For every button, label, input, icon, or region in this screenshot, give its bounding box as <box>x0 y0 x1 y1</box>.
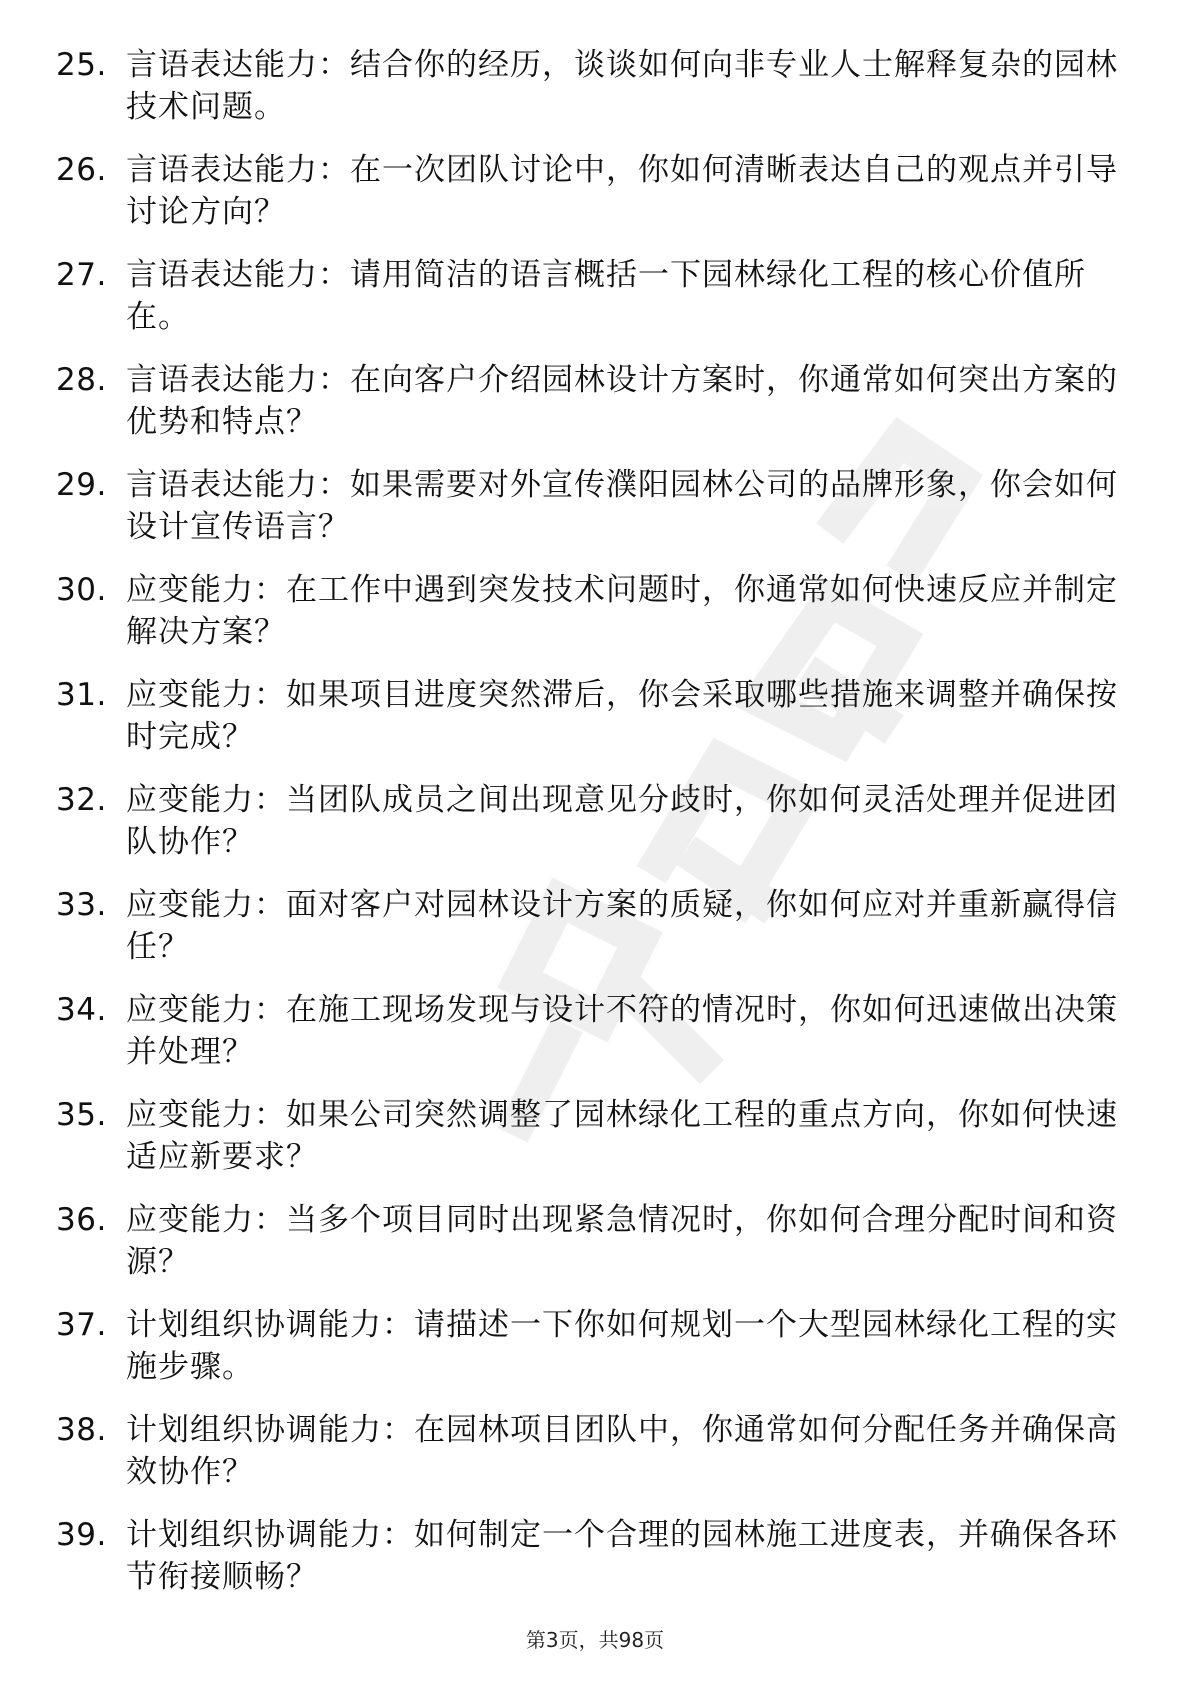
question-number: 27. <box>56 257 107 293</box>
question-number: 25. <box>56 47 107 83</box>
question-item <box>56 1409 1118 1514</box>
question-item <box>56 1199 1118 1304</box>
question-item <box>56 1094 1118 1199</box>
question-text: 计划组织协调能力：在园林项目团队中，你通常如何分配任务并确保高效协作？ <box>126 1412 1118 1490</box>
question-number: 30. <box>56 572 107 608</box>
question-item <box>56 569 1118 674</box>
question-number: 28. <box>56 362 107 398</box>
question-item <box>56 359 1118 464</box>
question-text: 应变能力：当多个项目同时出现紧急情况时，你如何合理分配时间和资源？ <box>126 1202 1118 1280</box>
question-number: 29. <box>56 467 107 503</box>
question-number: 34. <box>56 992 107 1028</box>
question-number: 33. <box>56 887 107 923</box>
question-text: 应变能力：在工作中遇到突发技术问题时，你通常如何快速反应并制定解决方案？ <box>126 572 1118 650</box>
question-number: 26. <box>56 152 107 188</box>
question-item <box>56 1304 1118 1409</box>
question-item <box>56 674 1118 779</box>
question-item <box>56 44 1118 149</box>
question-item <box>56 1514 1118 1619</box>
question-number: 32. <box>56 782 107 818</box>
question-text: 言语表达能力：在一次团队讨论中，你如何清晰表达自己的观点并引导讨论方向？ <box>126 152 1118 230</box>
question-number: 35. <box>56 1097 107 1133</box>
question-number: 37. <box>56 1307 107 1343</box>
question-number: 38. <box>56 1412 107 1448</box>
question-text: 计划组织协调能力：请描述一下你如何规划一个大型园林绿化工程的实施步骤。 <box>126 1307 1118 1385</box>
question-number: 36. <box>56 1202 107 1238</box>
question-item <box>56 884 1118 989</box>
question-text: 计划组织协调能力：如何制定一个合理的园林施工进度表，并确保各环节衔接顺畅？ <box>126 1517 1118 1595</box>
question-text: 言语表达能力：请用简洁的语言概括一下园林绿化工程的核心价值所在。 <box>126 257 1086 335</box>
question-item <box>56 989 1118 1094</box>
question-item <box>56 464 1118 569</box>
question-text: 应变能力：当团队成员之间出现意见分歧时，你如何灵活处理并促进团队协作？ <box>126 782 1118 860</box>
question-text: 应变能力：如果公司突然调整了园林绿化工程的重点方向，你如何快速适应新要求？ <box>126 1097 1118 1175</box>
page-number-label: 第3页，共98页 <box>525 1628 665 1652</box>
question-list <box>56 44 1118 1619</box>
question-number: 31. <box>56 677 107 713</box>
question-text: 言语表达能力：结合你的经历，谈谈如何向非专业人士解释复杂的园林技术问题。 <box>126 47 1118 125</box>
question-text: 言语表达能力：如果需要对外宣传濮阳园林公司的品牌形象，你会如何设计宣传语言？ <box>126 467 1118 545</box>
question-number: 39. <box>56 1517 107 1553</box>
question-text: 应变能力：面对客户对园林设计方案的质疑，你如何应对并重新赢得信任？ <box>126 887 1118 965</box>
question-item <box>56 254 1118 359</box>
question-item <box>56 149 1118 254</box>
question-text: 应变能力：在施工现场发现与设计不符的情况时，你如何迅速做出决策并处理？ <box>126 992 1118 1070</box>
question-text: 应变能力：如果项目进度突然滞后，你会采取哪些措施来调整并确保按时完成？ <box>126 677 1118 755</box>
question-text: 言语表达能力：在向客户介绍园林设计方案时，你通常如何突出方案的优势和特点？ <box>126 362 1118 440</box>
page-footer <box>0 1628 1190 1652</box>
question-item <box>56 779 1118 884</box>
